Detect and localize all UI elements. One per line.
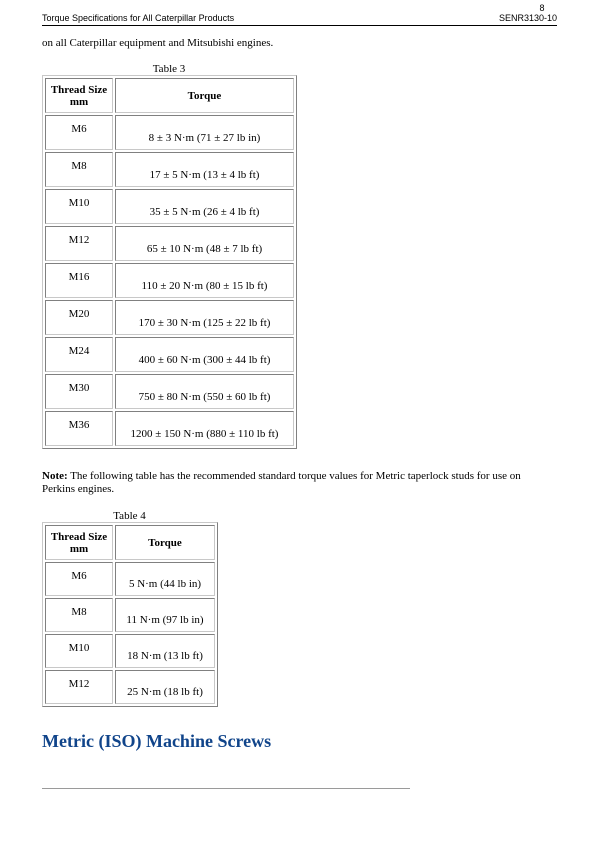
thread-size-cell: M20 <box>45 300 113 335</box>
table-row <box>45 152 294 187</box>
torque-cell: 11 N·m (97 lb in) <box>115 598 215 632</box>
torque-cell: 35 ± 5 N·m (26 ± 4 lb ft) <box>115 189 294 224</box>
note-label: Note: <box>42 470 68 482</box>
table-row <box>45 263 294 298</box>
torque-cell: 400 ± 60 N·m (300 ± 44 lb ft) <box>115 337 294 372</box>
thread-size-cell: M8 <box>45 598 113 632</box>
torque-cell: 750 ± 80 N·m (550 ± 60 lb ft) <box>115 374 294 409</box>
torque-cell: 170 ± 30 N·m (125 ± 22 lb ft) <box>115 300 294 335</box>
column-header-thread-size: Thread Size mm <box>45 525 113 560</box>
table-row <box>45 189 294 224</box>
document-id: SENR3130-10 <box>498 13 557 23</box>
torque-cell: 17 ± 5 N·m (13 ± 4 lb ft) <box>115 152 294 187</box>
document-title: Torque Specifications for All Caterpillar Products <box>42 13 235 23</box>
page-number: 8 <box>539 3 545 13</box>
thread-size-cell: M16 <box>45 263 113 298</box>
table4-caption: Table 4 <box>113 510 146 522</box>
table-row <box>45 337 294 372</box>
note-text: The following table has the recommended standard torque values for Metric taperlock studs for use on Perkins engines. <box>42 470 521 495</box>
column-header-torque: Torque <box>115 78 294 113</box>
thread-size-cell: M10 <box>45 634 113 668</box>
torque-cell: 1200 ± 150 N·m (880 ± 110 lb ft) <box>115 411 294 446</box>
thread-size-cell: M10 <box>45 189 113 224</box>
torque-cell: 8 ± 3 N·m (71 ± 27 lb in) <box>115 115 294 150</box>
thread-size-cell: M24 <box>45 337 113 372</box>
thread-size-cell: M12 <box>45 226 113 261</box>
running-header <box>42 13 557 26</box>
table-header-row <box>45 78 294 113</box>
divider <box>42 788 410 789</box>
thread-size-cell: M6 <box>45 115 113 150</box>
table-row <box>45 634 215 668</box>
torque-cell: 18 N·m (13 lb ft) <box>115 634 215 668</box>
column-header-torque: Torque <box>115 525 215 560</box>
section-heading: Metric (ISO) Machine Screws <box>42 731 272 751</box>
table-row <box>45 374 294 409</box>
table-header-row <box>45 525 215 560</box>
torque-cell: 110 ± 20 N·m (80 ± 15 lb ft) <box>115 263 294 298</box>
thread-size-cell: M6 <box>45 562 113 596</box>
torque-cell: 25 N·m (18 lb ft) <box>115 670 215 704</box>
thread-size-cell: M12 <box>45 670 113 704</box>
torque-cell: 65 ± 10 N·m (48 ± 7 lb ft) <box>115 226 294 261</box>
table-row <box>45 226 294 261</box>
table-3 <box>42 75 297 449</box>
intro-text: on all Caterpillar equipment and Mitsubishi engines. <box>42 37 274 49</box>
table-4 <box>42 522 218 707</box>
table-row <box>45 598 215 632</box>
thread-size-cell: M36 <box>45 411 113 446</box>
table-row <box>45 115 294 150</box>
thread-size-cell: M8 <box>45 152 113 187</box>
thread-size-cell: M30 <box>45 374 113 409</box>
table3-caption: Table 3 <box>152 63 186 75</box>
torque-cell: 5 N·m (44 lb in) <box>115 562 215 596</box>
table-row <box>45 562 215 596</box>
column-header-thread-size: Thread Size mm <box>45 78 113 113</box>
table-row <box>45 411 294 446</box>
note-paragraph <box>42 470 556 496</box>
table-row <box>45 670 215 704</box>
table-row <box>45 300 294 335</box>
